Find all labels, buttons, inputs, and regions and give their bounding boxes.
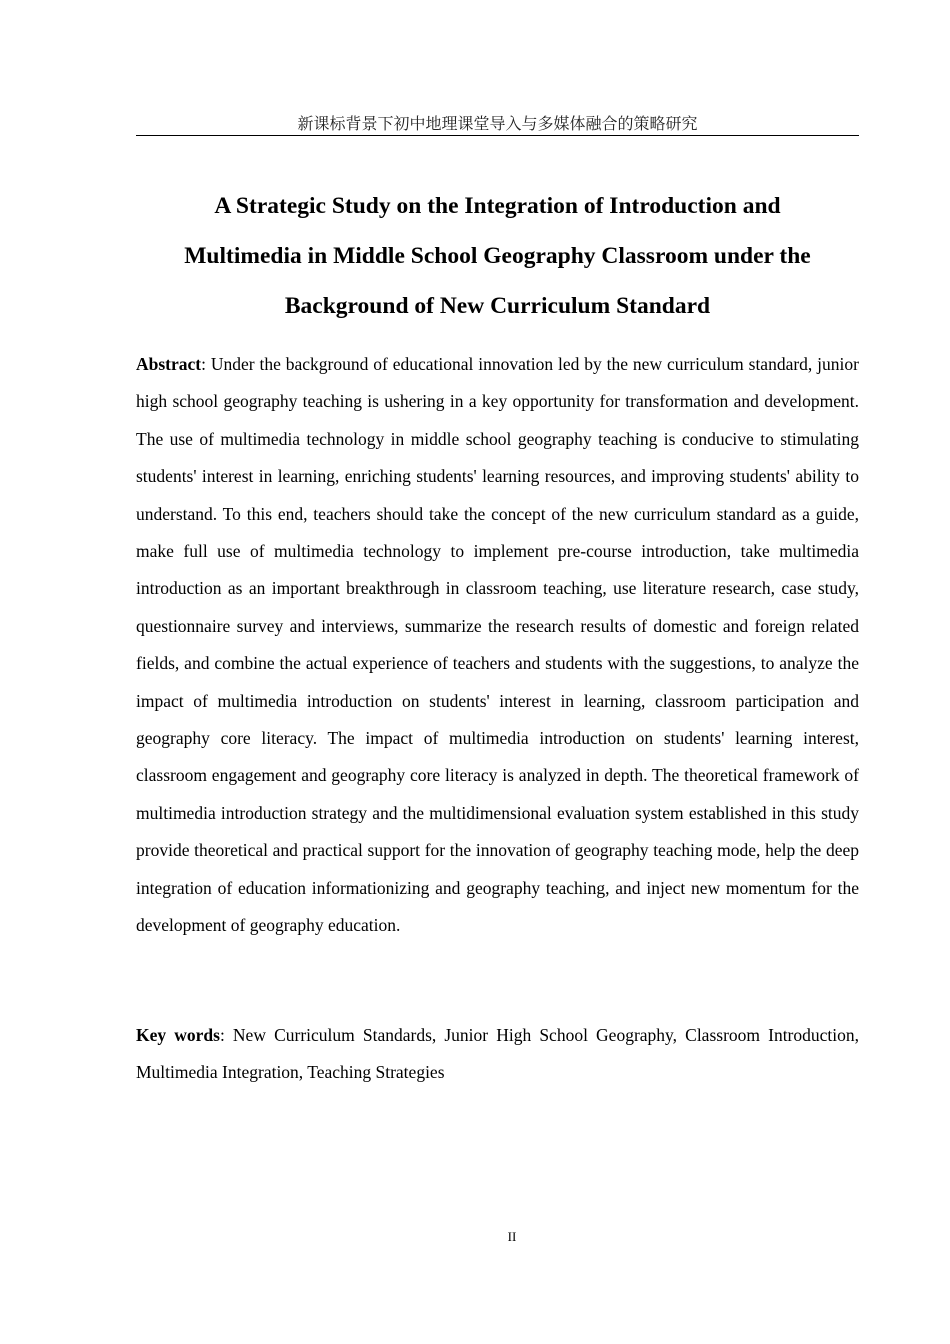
running-header: 新课标背景下初中地理课堂导入与多媒体融合的策略研究	[136, 113, 859, 136]
abstract-label: Abstract	[136, 354, 202, 374]
abstract-text: Under the background of educational innovation led by the new curriculum standard, junior high school geography teaching is ushering in a key opportunity for transformation and development. The use of multimedia technology in middle school geography teaching is conducive to stimulating students' interest in learning, enriching students' learning resources, and improving students' ability to understand. To this end, teachers should take the concept of the new curriculum standard as a guide, make full use of multimedia technology to implement pre-course introduction, take multimedia introduction as an important breakthrough in classroom teaching, use literature research, case study, questionnaire survey and interviews, summarize the research results of domestic and foreign related fields, and combine the actual experience of teachers and students with the suggestions, to analyze the impact of multimedia introduction on students' interest in learning, classroom participation and geography core literacy. The impact of multimedia introduction on students' learning interest, classroom engagement and geography core literacy is analyzed in depth. The theoretical framework of multimedia introduction strategy and the multidimensional evaluation system established in this study provide theoretical and practical support for the innovation of geography teaching mode, help the deep integration of education informationizing and geography teaching, and inject new momentum for the development of geography education.	[136, 354, 859, 936]
abstract-paragraph	[136, 346, 859, 945]
title-line-3: Background of New Curriculum Standard	[284, 293, 711, 319]
paper-title	[136, 181, 859, 331]
abstract-separator: :	[201, 354, 211, 374]
keywords-text: New Curriculum Standards, Junior High School Geography, Classroom Introduction, Multimedia Integration, Teaching Strategies	[136, 1025, 859, 1083]
keywords-paragraph	[136, 1017, 859, 1092]
keywords-separator: :	[219, 1025, 233, 1045]
title-line-2: Multimedia in Middle School Geography Classroom under the	[184, 243, 811, 269]
keywords-label: Key words	[136, 1025, 220, 1045]
page-number: II	[507, 1229, 517, 1244]
title-line-1: A Strategic Study on the Integration of Introduction and	[214, 193, 781, 219]
